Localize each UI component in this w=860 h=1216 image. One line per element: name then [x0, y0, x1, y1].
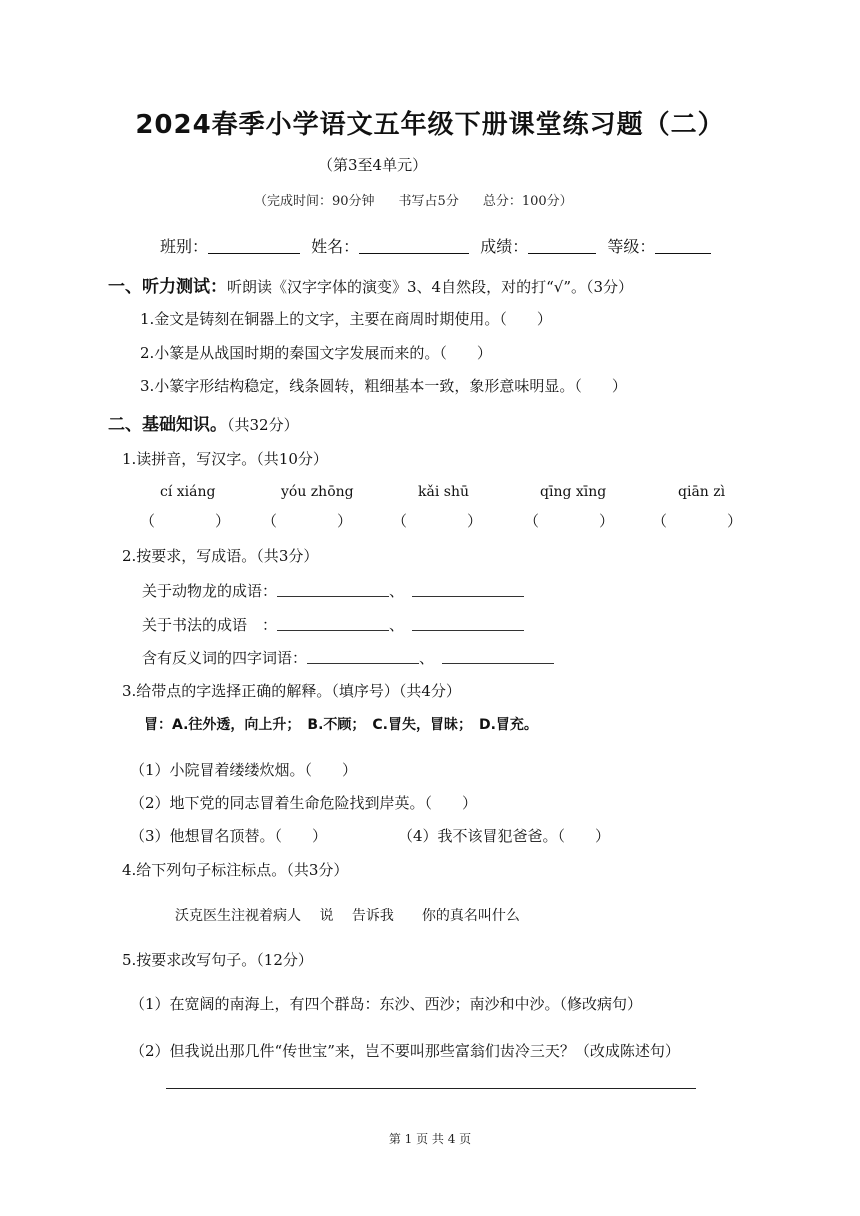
- idiom-blank[interactable]: [412, 616, 524, 631]
- idiom-antonym-label: 含有反义词的四字词语：: [142, 649, 308, 667]
- answer-paren-4[interactable]: （ ）: [524, 512, 615, 530]
- q3-item-2: （2）地下党的同志冒着生命危险找到岸英。（ ）: [130, 794, 478, 812]
- section-1-heading: [108, 272, 633, 297]
- section-1-title: 一、听力测试：: [108, 277, 227, 297]
- q5-item-2: （2）但我说出那几件“传世宝”来，岂不要叫那些富翁们齿冷三天？（改成陈述句）: [130, 1042, 680, 1060]
- q4-sentence: 沃克医生注视着病人 说 告诉我 你的真名叫什么: [175, 908, 520, 924]
- idiom-antonym-row: [142, 647, 554, 668]
- page-title: 2024春季小学语文五年级下册课堂练习题（二）: [135, 110, 725, 140]
- grade-blank[interactable]: [655, 237, 711, 254]
- idiom-calligraphy-row: [142, 614, 524, 635]
- listening-item-1: 1.金文是铸刻在铜器上的文字，主要在商周时期使用。（ ）: [140, 310, 552, 328]
- class-blank[interactable]: [208, 237, 300, 254]
- q2-prompt: 2.按要求，写成语。（共3分）: [122, 547, 319, 565]
- q5-prompt: 5.按要求改写句子。（12分）: [122, 951, 313, 969]
- class-label: 班别：: [160, 237, 209, 256]
- q3-item-3: （3）他想冒名顶替。（ ）: [130, 827, 328, 845]
- section-2-title: 二、基础知识。: [108, 415, 227, 435]
- listening-item-2: 2.小篆是从战国时期的秦国文字发展而来的。（ ）: [140, 344, 492, 362]
- listening-item-3: 3.小篆字形结构稳定，线条圆转，粗细基本一致，象形意味明显。（ ）: [140, 377, 627, 395]
- idiom-blank[interactable]: [442, 649, 554, 664]
- q4-prompt: 4.给下列句子标注标点。（共3分）: [122, 861, 349, 879]
- q1-prompt: 1.读拼音，写汉字。（共10分）: [122, 450, 328, 468]
- q3-prompt: 3.给带点的字选择正确的解释。（填序号）（共4分）: [122, 682, 461, 700]
- idiom-blank[interactable]: [277, 582, 389, 597]
- q3-item-1: （1）小院冒着缕缕炊烟。（ ）: [130, 761, 358, 779]
- q3-options: 冒：A.往外透，向上升； B.不顾； C.冒失，冒昧； D.冒充。: [144, 717, 538, 733]
- pinyin-1: cí xiáng: [160, 484, 216, 500]
- idiom-blank[interactable]: [307, 649, 419, 664]
- pinyin-3: kǎi shū: [418, 484, 469, 500]
- idiom-dragon-row: [142, 580, 524, 601]
- answer-paren-1[interactable]: （ ）: [140, 512, 231, 530]
- separator: 、: [389, 582, 397, 600]
- answer-line[interactable]: [166, 1088, 696, 1089]
- answer-paren-3[interactable]: （ ）: [392, 512, 483, 530]
- score-blank[interactable]: [528, 237, 596, 254]
- separator: 、: [419, 649, 427, 667]
- writing-score: 书写占5分: [398, 194, 459, 209]
- idiom-dragon-label: 关于动物龙的成语：: [142, 582, 278, 600]
- name-blank[interactable]: [359, 237, 469, 254]
- pinyin-4: qīng xīng: [540, 484, 607, 500]
- grade-label: 等级：: [607, 237, 656, 256]
- page-footer: 第 1 页 共 4 页: [388, 1132, 472, 1146]
- student-info: [160, 234, 717, 257]
- separator: 、: [389, 616, 397, 634]
- section-2-points: （共32分）: [227, 416, 299, 434]
- q3-item-4: （4）我不该冒犯爸爸。（ ）: [398, 827, 611, 845]
- time-limit: （完成时间：90分钟: [254, 194, 375, 209]
- name-label: 姓名：: [311, 237, 360, 256]
- answer-paren-5[interactable]: （ ）: [652, 512, 743, 530]
- score-label: 成绩：: [480, 237, 529, 256]
- idiom-calligraphy-label: 关于书法的成语 ：: [142, 616, 278, 634]
- exam-meta: [254, 190, 597, 209]
- idiom-blank[interactable]: [412, 582, 524, 597]
- total-score: 总分：100分）: [482, 194, 573, 209]
- pinyin-2: yóu zhōng: [281, 484, 354, 500]
- pinyin-5: qiān zì: [678, 484, 726, 500]
- units-subtitle: （第3至4单元）: [318, 156, 428, 174]
- section-2-heading: [108, 410, 299, 435]
- idiom-blank[interactable]: [277, 616, 389, 631]
- q5-item-1: （1）在宽阔的南海上，有四个群岛：东沙、西沙；南沙和中沙。（修改病句）: [130, 995, 643, 1013]
- answer-paren-2[interactable]: （ ）: [262, 512, 353, 530]
- section-1-instruction: 听朗读《汉字字体的演变》3、4自然段，对的打“√”。（3分）: [227, 278, 634, 296]
